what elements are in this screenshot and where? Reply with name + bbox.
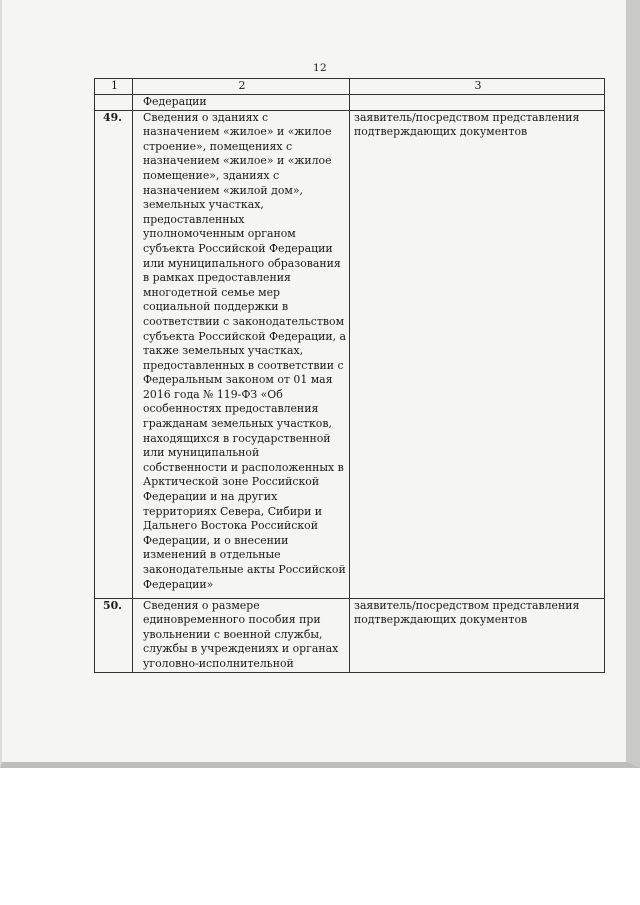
document-table bbox=[94, 78, 605, 673]
page-number: 12 bbox=[313, 62, 327, 74]
table-row bbox=[95, 110, 605, 598]
continuation-col-3 bbox=[350, 94, 605, 110]
continuation-col-2: Федерации bbox=[133, 94, 350, 110]
header-col-1: 1 bbox=[95, 79, 133, 95]
table-row bbox=[95, 598, 605, 672]
row-description: Сведения о зданиях с назначением «жилое» и «жилое строение», помещениях с назначением «жилое» и «жилое помещение», зданиях с назначением «жилой дом», земельных участках, предоставленных уполномоченным органом субъекта Российской Федерации или муниципального образования в рамках предоставления многодетной семье мер социальной поддержки в соответствии с законодательством субъекта Российской Федерации, а также земельных участках, предоставленных в соответствии с Федеральным законом от 01 мая 2016 года № 119-ФЗ «Об особенностях предоставления гражданам земельных участков, находящихся в государственной или муниципальной собственности и расположенных в Арктической зоне Российской Федерации и на других территориях Севера, Сибири и Дальнего Востока Российской Федерации, и о внесении изменений в отдельные законодательные акты Российской Федерации» bbox=[143, 110, 347, 591]
continuation-col-1 bbox=[95, 94, 133, 110]
header-col-2: 2 bbox=[133, 79, 350, 95]
continuation-row bbox=[95, 94, 605, 110]
row-number: 50. bbox=[103, 598, 122, 612]
row-source: заявитель/посредством представления подтверждающих документов bbox=[354, 110, 580, 139]
row-source: заявитель/посредством представления подтверждающих документов bbox=[354, 598, 580, 627]
row-description: Сведения о размере единовременного пособия при увольнении с военной службы, службы в учреждениях и органах уголовно-исполнительной bbox=[143, 598, 339, 670]
row-number: 49. bbox=[103, 110, 122, 124]
header-col-3: 3 bbox=[350, 79, 605, 95]
table-header-row bbox=[95, 79, 605, 95]
